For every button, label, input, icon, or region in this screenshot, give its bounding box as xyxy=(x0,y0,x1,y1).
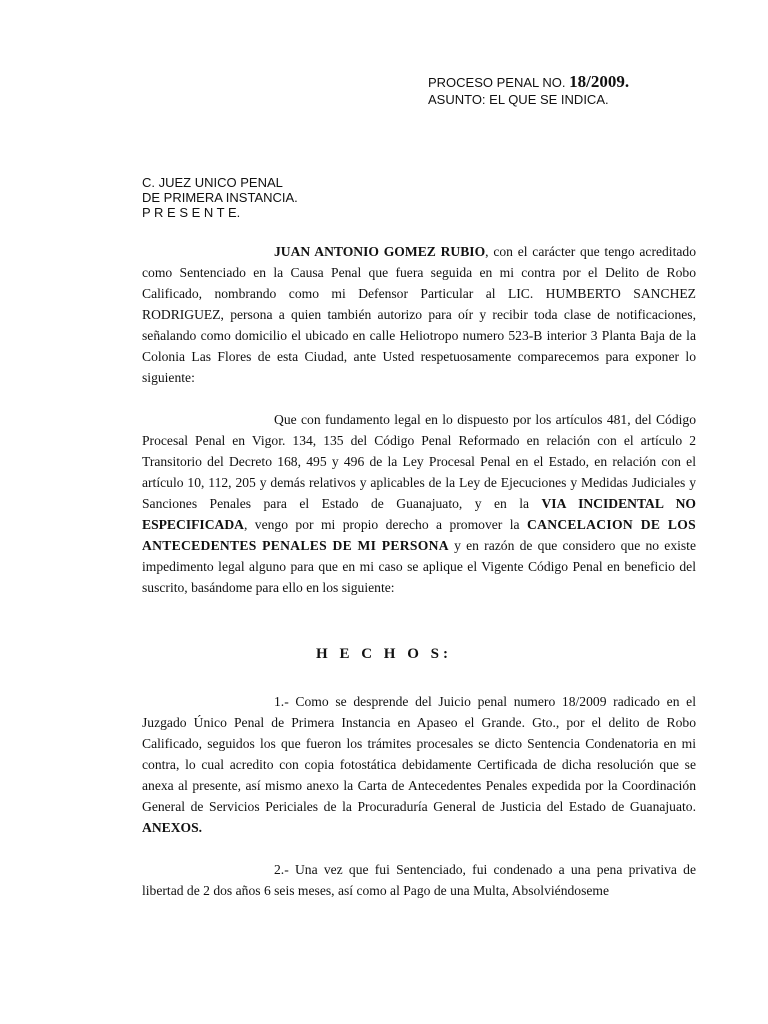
asunto-line: ASUNTO: EL QUE SE INDICA. xyxy=(428,92,609,107)
intro-text: , con el carácter que tengo acreditado como Sentenciado en la Causa Penal que fuera seguida en mi contra por el Delito de Robo Calificado, nombrando como mi Defensor Particular al LIC. HUMBERTO SANCHEZ RODRIGUEZ, persona a quien también autorizo para oír y recibir toda clase de notificaciones, señalando como domicilio el ubicado en calle Heliotropo numero 523-B interior 3 Planta Baja de la Colonia Las Flores de esta Ciudad, ante Usted respetuosamente comparecemos para exponer lo siguiente: xyxy=(142,244,696,385)
hecho-2-paragraph xyxy=(142,859,696,901)
proceso-line xyxy=(428,74,629,91)
anexos-label: ANEXOS. xyxy=(142,820,203,835)
hecho-2-text: 2.- Una vez que fui Sentenciado, fui condenado a una pena privativa de libertad de 2 dos años 6 seis meses, así como al Pago de una Multa, Absolviéndoseme xyxy=(142,862,696,898)
hecho-1-text: 1.- Como se desprende del Juicio penal numero 18/2009 radicado en el Juzgado Único Penal de Primera Instancia en Apaseo el Grande. Gto., por el delito de Robo Calificado, seguidos los que fueron los trámites procesales se dicto Sentencia Condenatoria en mi contra, lo cual acredito con copia fotostática debidamente Certificada de dicha resolución que se anexa al presente, así mismo anexo la Carta de Antecedentes Penales expedida por la Coordinación General de Servicios Periciales de la Procuraduría General de Justicia del Estado de Guanajuato. xyxy=(142,694,696,814)
addressee-block xyxy=(142,175,298,220)
addressee-line-3: P R E S E N T E. xyxy=(142,205,241,220)
via-incidental: VIA INCIDENTAL NO ESPECIFICADA xyxy=(142,496,696,532)
legal-basis-paragraph xyxy=(142,409,696,598)
legal-basis-text-a: Que con fundamento legal en lo dispuesto por los artículos 481, del Código Procesal Penal en Vigor. 134, 135 del Código Penal Reformado en relación con el artículo 2 Transitorio del Decreto 168, 495 y 496 de la Ley Procesal Penal en el Estado, en relación con el artículo 10, 112, 205 y demás relativos y aplicables de la Ley de Ejecuciones y Medidas Judiciales y Sanciones Penales para el Estado de Guanajuato, y en la xyxy=(142,412,696,511)
hechos-heading: H E C H O S: xyxy=(316,646,452,662)
petitioner-name: JUAN ANTONIO GOMEZ RUBIO xyxy=(274,244,486,259)
addressee-line-2: DE PRIMERA INSTANCIA. xyxy=(142,190,298,205)
legal-basis-text-b: , vengo por mi propio derecho a promover la xyxy=(243,517,527,532)
intro-paragraph xyxy=(142,241,696,388)
addressee-line-1: C. JUEZ UNICO PENAL xyxy=(142,175,283,190)
cancelacion-antecedentes: CANCELACION DE LOS ANTECEDENTES PENALES DE MI PERSONA xyxy=(142,517,696,553)
hecho-1-paragraph xyxy=(142,691,696,838)
proceso-label: PROCESO PENAL NO. xyxy=(428,75,566,90)
legal-basis-text-c: y en razón de que considero que no existe impedimento legal alguno para que en mi caso se aplique el Vigente Código Penal en beneficio del suscrito, basándome para ello en los siguiente: xyxy=(142,538,696,595)
proceso-number: 18/2009. xyxy=(569,72,630,91)
